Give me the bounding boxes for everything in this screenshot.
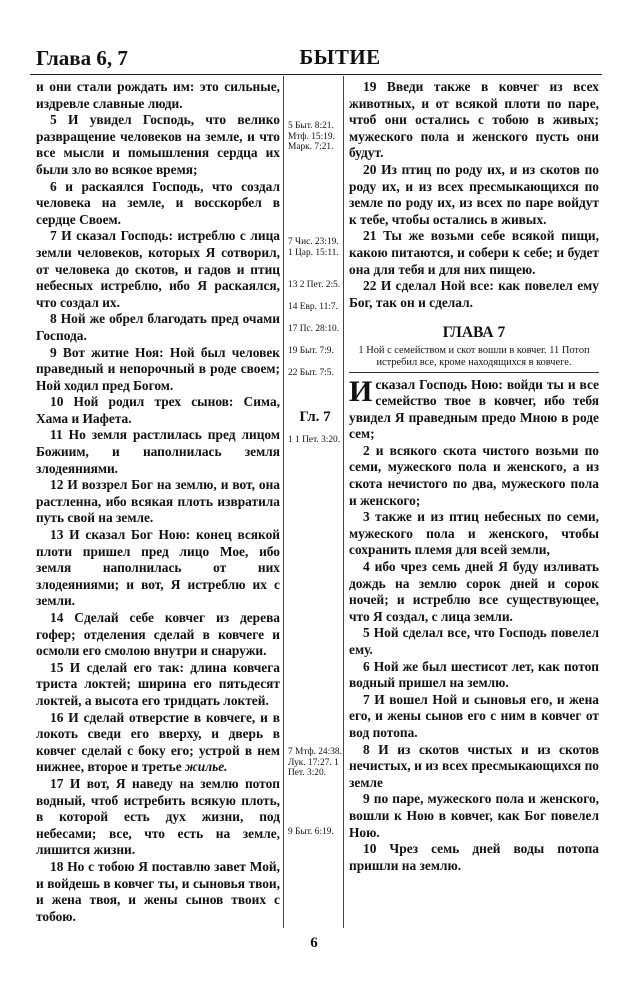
cross-reference: 7 Чис. 23:19. 1 Цар. 15:11.	[288, 237, 339, 258]
column-divider-right	[343, 76, 344, 928]
verse-paragraph: 18 Но с тобою Я поставлю завет Мой, и войдешь в ковчег ты, и сыновья твои, и жена твоя, и жены сынов твоих с тобою.	[36, 858, 280, 924]
summary-rule	[349, 372, 599, 373]
verse-paragraph: 11 Но земля растлилась пред лицом Божиим, и наполнилась земля злодеяниями.	[36, 427, 280, 476]
verse-paragraph: 3 также и из птиц небесных по семи, мужеского пола и женского, чтобы сохранить племя для всей земли,	[349, 509, 599, 558]
cross-reference: 1 1 Пет. 3:20.	[288, 435, 341, 445]
verse-text: 16 И сделай отверстие в ковчеге, и в локоть сведи его вверху, и дверь в ковчег сделай с боку его; устрой в нем нижнее, второе и третье	[36, 709, 280, 775]
verse-paragraph: 5 Ной сделал все, что Господь повелел ему.	[349, 625, 599, 657]
left-text-column	[36, 79, 280, 925]
verse-paragraph: 7 И сказал Господь: истреблю с лица земли человеков, которых Я сотворил, от человека до скотов, и гадов и птиц небесных истреблю, ибо Я раскаялся, что создал их.	[36, 228, 280, 310]
verse-paragraph: 19 Введи также в ковчег из всех животных, и от всякой плоти по паре, чтоб они остались с тобою в живых; мужеского пола и женского пусть они будут.	[349, 79, 599, 161]
verse-paragraph: 4 ибо чрез семь дней Я буду изливать дождь на землю сорок дней и сорок ночей; и истреблю все существующее, что Я создал, с лица земли.	[349, 559, 599, 624]
verse-paragraph: 8 Ной же обрел благодать пред очами Господа.	[36, 311, 280, 343]
cross-reference: 22 Быт. 7:5.	[288, 368, 334, 378]
verse-paragraph: 9 Вот житие Ноя: Ной был человек праведный и непорочный в роде своем; Ной ходил пред Богом.	[36, 344, 280, 393]
column-divider-left	[283, 76, 284, 928]
cross-reference: 13 2 Пет. 2:5.	[288, 280, 341, 290]
running-chapter-label: Глава 6, 7	[36, 46, 128, 70]
verse-paragraph: 6 Ной же был шестисот лет, как потоп водный пришел на землю.	[349, 658, 599, 691]
verse-paragraph: 8 И из скотов чистых и из скотов нечистых, и из всех пресмыкающихся по земле	[349, 741, 599, 790]
chapter-heading: ГЛАВА 7	[442, 324, 506, 342]
verse-paragraph: 13 И сказал Бог Ною: конец всякой плоти пришел пред лицо Мое, ибо земля наполнилась от них злодеяниями; и вот, Я истреблю их с земли.	[36, 527, 280, 609]
verse-paragraph: 10 Ной родил трех сынов: Сима, Хама и Иафета.	[36, 394, 280, 426]
cross-reference: 17 Пс. 28:10.	[288, 324, 340, 334]
cross-reference: 19 Быт. 7:9.	[288, 346, 334, 356]
verse-paragraph: 22 И сделал Ной все: как повелел ему Бог, так он и сделал.	[349, 278, 599, 310]
chapter-summary: 1 Ной с семейством и скот вошли в ковчег. 11 Потоп истребил все, кроме находящихся в ковчеге.	[358, 344, 590, 368]
cross-reference: 9 Быт. 6:19.	[288, 827, 334, 837]
cross-reference: 14 Евр. 11:7.	[288, 302, 338, 312]
chapter-marker: Гл. 7	[299, 409, 331, 425]
verse-paragraph: 14 Сделай себе ковчег из дерева гофер; отделения сделай в ковчеге и осмоли его смолою внутри и снаружи.	[36, 610, 280, 659]
header-rule	[30, 74, 602, 75]
verse-paragraph	[36, 710, 280, 776]
page-number: 6	[310, 935, 318, 951]
verse-paragraph: 2 и всякого скота чистого возьми по семи, мужеского пола и женского, а из скота нечистого по два, мужеского пола и женского;	[349, 442, 599, 508]
right-text-column	[349, 79, 599, 874]
verse-paragraph: 17 И вот, Я наведу на землю потоп водный, чтоб истребить всякую плоть, в которой есть дух жизни, под небесами; все, что есть на земле, лишится жизни.	[36, 775, 280, 858]
page-header	[30, 38, 600, 72]
verse-paragraph: 9 по паре, мужеского пола и женского, вошли к Ною в ковчег, как Бог повелел Ною.	[349, 791, 599, 840]
cross-reference: 7 Мтф. 24:38. Лук. 17:27. 1 Пет. 3:20.	[288, 747, 342, 779]
verse-paragraph: 7 И вошел Ной и сыновья его, и жена его, и жены сынов его с ним в ковчег от вод потопа.	[349, 691, 599, 740]
verse-paragraph: 21 Ты же возьми себе всякой пищи, какою питаются, и собери к себе; и будет она для тебя и для них пищею.	[349, 228, 599, 277]
verse-italic-word: жилье.	[185, 759, 228, 775]
verse-paragraph: 15 И сделай его так: длина ковчега триста локтей; ширина его пятьдесят локтей, а высота его тридцать локтей.	[36, 659, 280, 708]
first-verse-text: сказал Господь Ною: войди ты и все семейство твое в ковчег, ибо тебя увидел Я праведным предо Мною в роде сем;	[349, 376, 599, 442]
verse-paragraph: 10 Чрез семь дней воды потопа пришли на землю.	[349, 841, 599, 873]
verse-paragraph: 12 И воззрел Бог на землю, и вот, она растленна, ибо всякая плоть извратила путь свой на земле.	[36, 477, 280, 526]
first-verse	[349, 374, 599, 443]
cross-reference: 5 Быт. 8:21. Мтф. 15:19. Марк. 7:21.	[288, 121, 335, 153]
verse-paragraph: и они стали рождать им: это сильные, издревле славные люди.	[36, 79, 280, 111]
verse-paragraph: 5 И увидел Господь, что велико развращение человеков на земле, и что все мысли и помышления сердца их были зло во всякое время;	[36, 112, 280, 177]
drop-cap: И	[349, 374, 373, 408]
verse-paragraph: 6 и раскаялся Господь, что создал человека на земле, и восскорбел в сердце Своем.	[36, 178, 280, 227]
book-title: БЫТИЕ	[299, 45, 381, 69]
verse-paragraph: 20 Из птиц по роду их, и из скотов по роду их, и из всех пресмыкающихся по земле по роду их, из всех по паре войдут к тебе, чтобы остались в живых.	[349, 161, 599, 227]
